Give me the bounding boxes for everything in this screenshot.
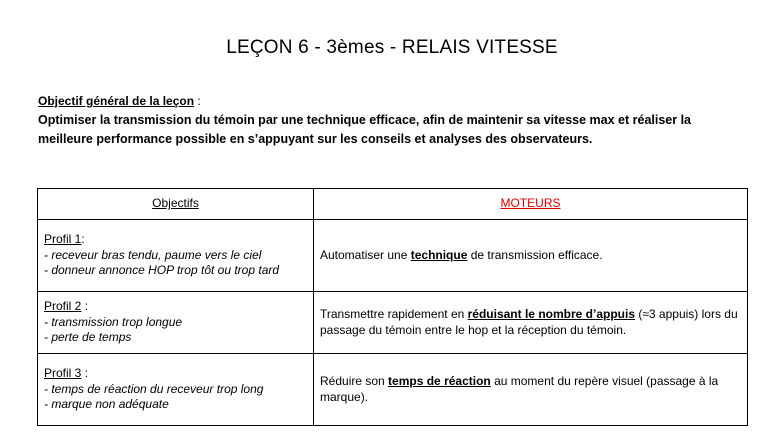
motor-keyword: réduisant le nombre d’appuis bbox=[467, 307, 635, 321]
motor-text: Transmettre rapidement en bbox=[320, 307, 468, 321]
profile-cell bbox=[38, 220, 314, 292]
motor-text: Automatiser une bbox=[320, 247, 411, 262]
profile-label: Profil 2 bbox=[44, 299, 82, 314]
lesson-table bbox=[37, 188, 748, 426]
header-objectifs: Objectifs bbox=[38, 189, 314, 220]
profile-cell bbox=[38, 354, 314, 426]
objective-heading bbox=[38, 94, 201, 108]
motor-keyword: technique bbox=[410, 247, 468, 262]
profile-line: - perte de temps bbox=[44, 330, 132, 345]
motor-text: de transmission efficace. bbox=[467, 247, 603, 262]
motor-text: (≈3 appuis) lors du passage du témoin entre le hop et la réception du témoin. bbox=[320, 307, 738, 337]
page-title: LEÇON 6 - 3èmes - RELAIS VITESSE bbox=[226, 37, 558, 58]
motor-cell bbox=[314, 354, 748, 426]
table-row bbox=[38, 354, 748, 426]
motor-cell bbox=[314, 220, 748, 292]
objective-heading-colon: : bbox=[194, 94, 201, 108]
motor-cell bbox=[314, 292, 748, 354]
objective-text: Optimiser la transmission du témoin par une technique efficace, afin de maintenir sa vitesse max et réaliser la meilleure performance possible en s’appuyant sur les conseils et analyses des observateurs. bbox=[38, 113, 692, 146]
profile-colon: : bbox=[81, 366, 89, 381]
profile-line: - transmission trop longue bbox=[44, 314, 183, 329]
profile-line: - temps de réaction du receveur trop long bbox=[44, 381, 264, 396]
motor-text: Réduire son bbox=[320, 374, 389, 388]
motor-keyword: temps de réaction bbox=[388, 374, 491, 388]
table-row bbox=[38, 220, 748, 292]
profile-line: - receveur bras tendu, paume vers le ciel bbox=[44, 247, 262, 262]
profile-colon: : bbox=[81, 232, 85, 247]
table-row bbox=[38, 292, 748, 354]
profile-label: Profil 3 bbox=[44, 366, 82, 381]
profile-cell bbox=[38, 292, 314, 354]
profile-line: - marque non adéquate bbox=[44, 397, 169, 412]
objective-heading-label: Objectif général de la leçon bbox=[38, 94, 195, 108]
table-header-row bbox=[38, 189, 748, 220]
header-moteurs: MOTEURS bbox=[314, 189, 748, 220]
motor-text: au moment du repère visuel (passage à la marque). bbox=[320, 374, 719, 404]
profile-colon: : bbox=[81, 299, 89, 314]
profile-label: Profil 1 bbox=[44, 232, 82, 247]
profile-line: - donneur annonce HOP trop tôt ou trop tard bbox=[44, 263, 280, 278]
